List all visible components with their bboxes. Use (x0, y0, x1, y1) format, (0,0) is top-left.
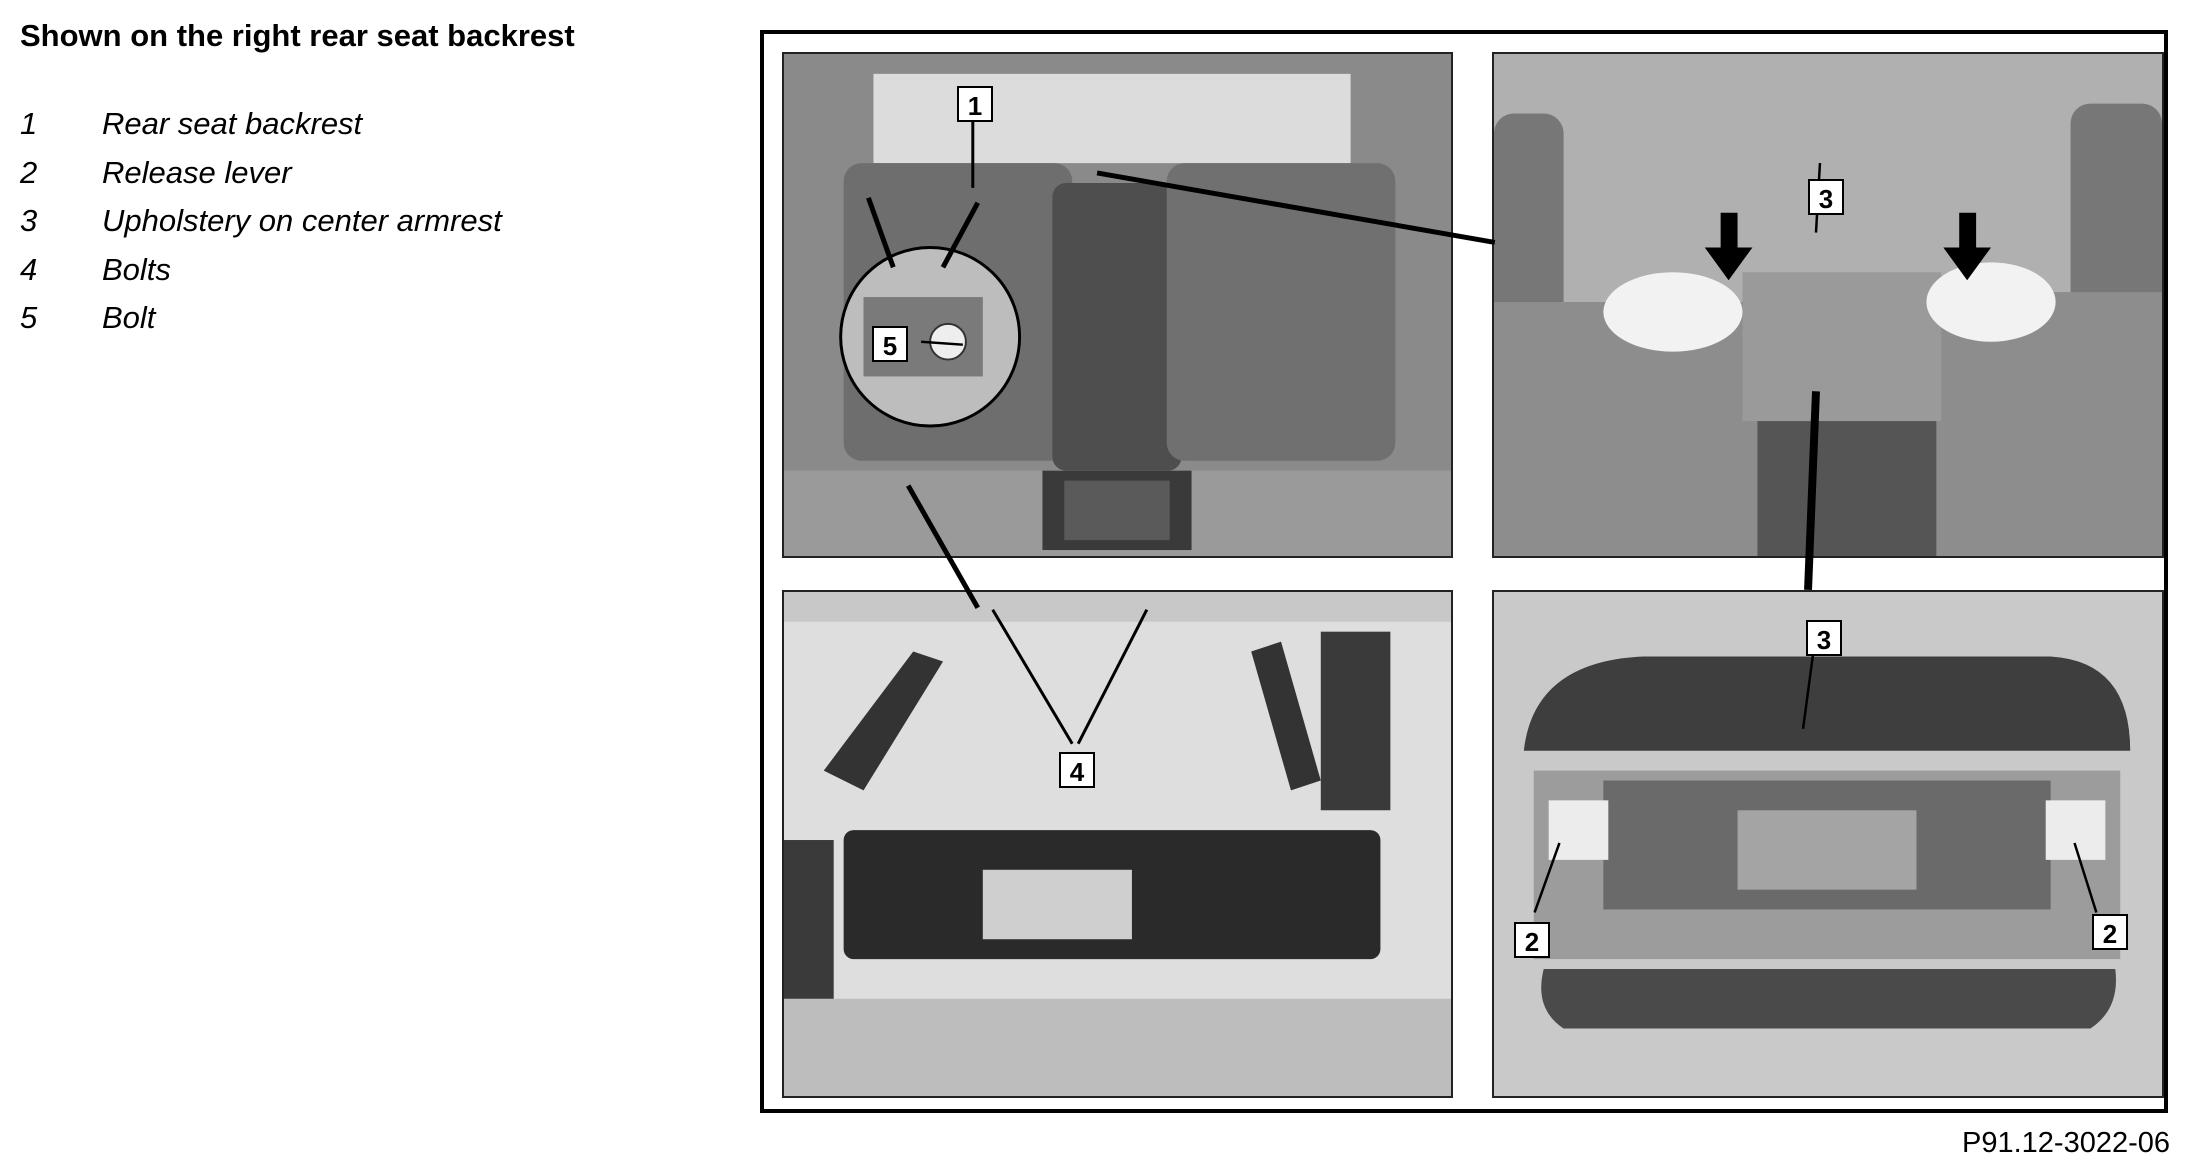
photo-rear-seat (782, 52, 1453, 558)
callout-1: 1 (957, 86, 993, 122)
legend-number: 4 (20, 251, 38, 287)
legend-label: Bolt (102, 300, 156, 335)
legend-label: Release lever (102, 154, 292, 190)
callout-4: 4 (1059, 752, 1095, 788)
legend-label: Upholstery on center armrest (102, 203, 502, 238)
callout-3: 3 (1806, 620, 1842, 656)
photo-seat-frame-bolts (782, 590, 1453, 1098)
illustration-frame (760, 30, 2168, 1113)
page-title: Shown on the right rear seat backrest (20, 18, 575, 53)
callout-2: 2 (1514, 922, 1550, 958)
callout-5: 5 (872, 326, 908, 362)
callout-3: 3 (1808, 179, 1844, 215)
legend-number: 2 (20, 154, 38, 190)
legend-number: 5 (20, 300, 38, 335)
photo-armrest-removed (1492, 590, 2164, 1098)
legend-number: 3 (20, 203, 38, 238)
photo-armrest-upholstery (1492, 52, 2164, 558)
legend-label: Bolts (102, 251, 171, 287)
legend-number: 1 (20, 106, 38, 141)
callout-2: 2 (2092, 914, 2128, 950)
legend-label: Rear seat backrest (102, 106, 363, 141)
figure-id: P91.12-3022-06 (1962, 1127, 2170, 1159)
